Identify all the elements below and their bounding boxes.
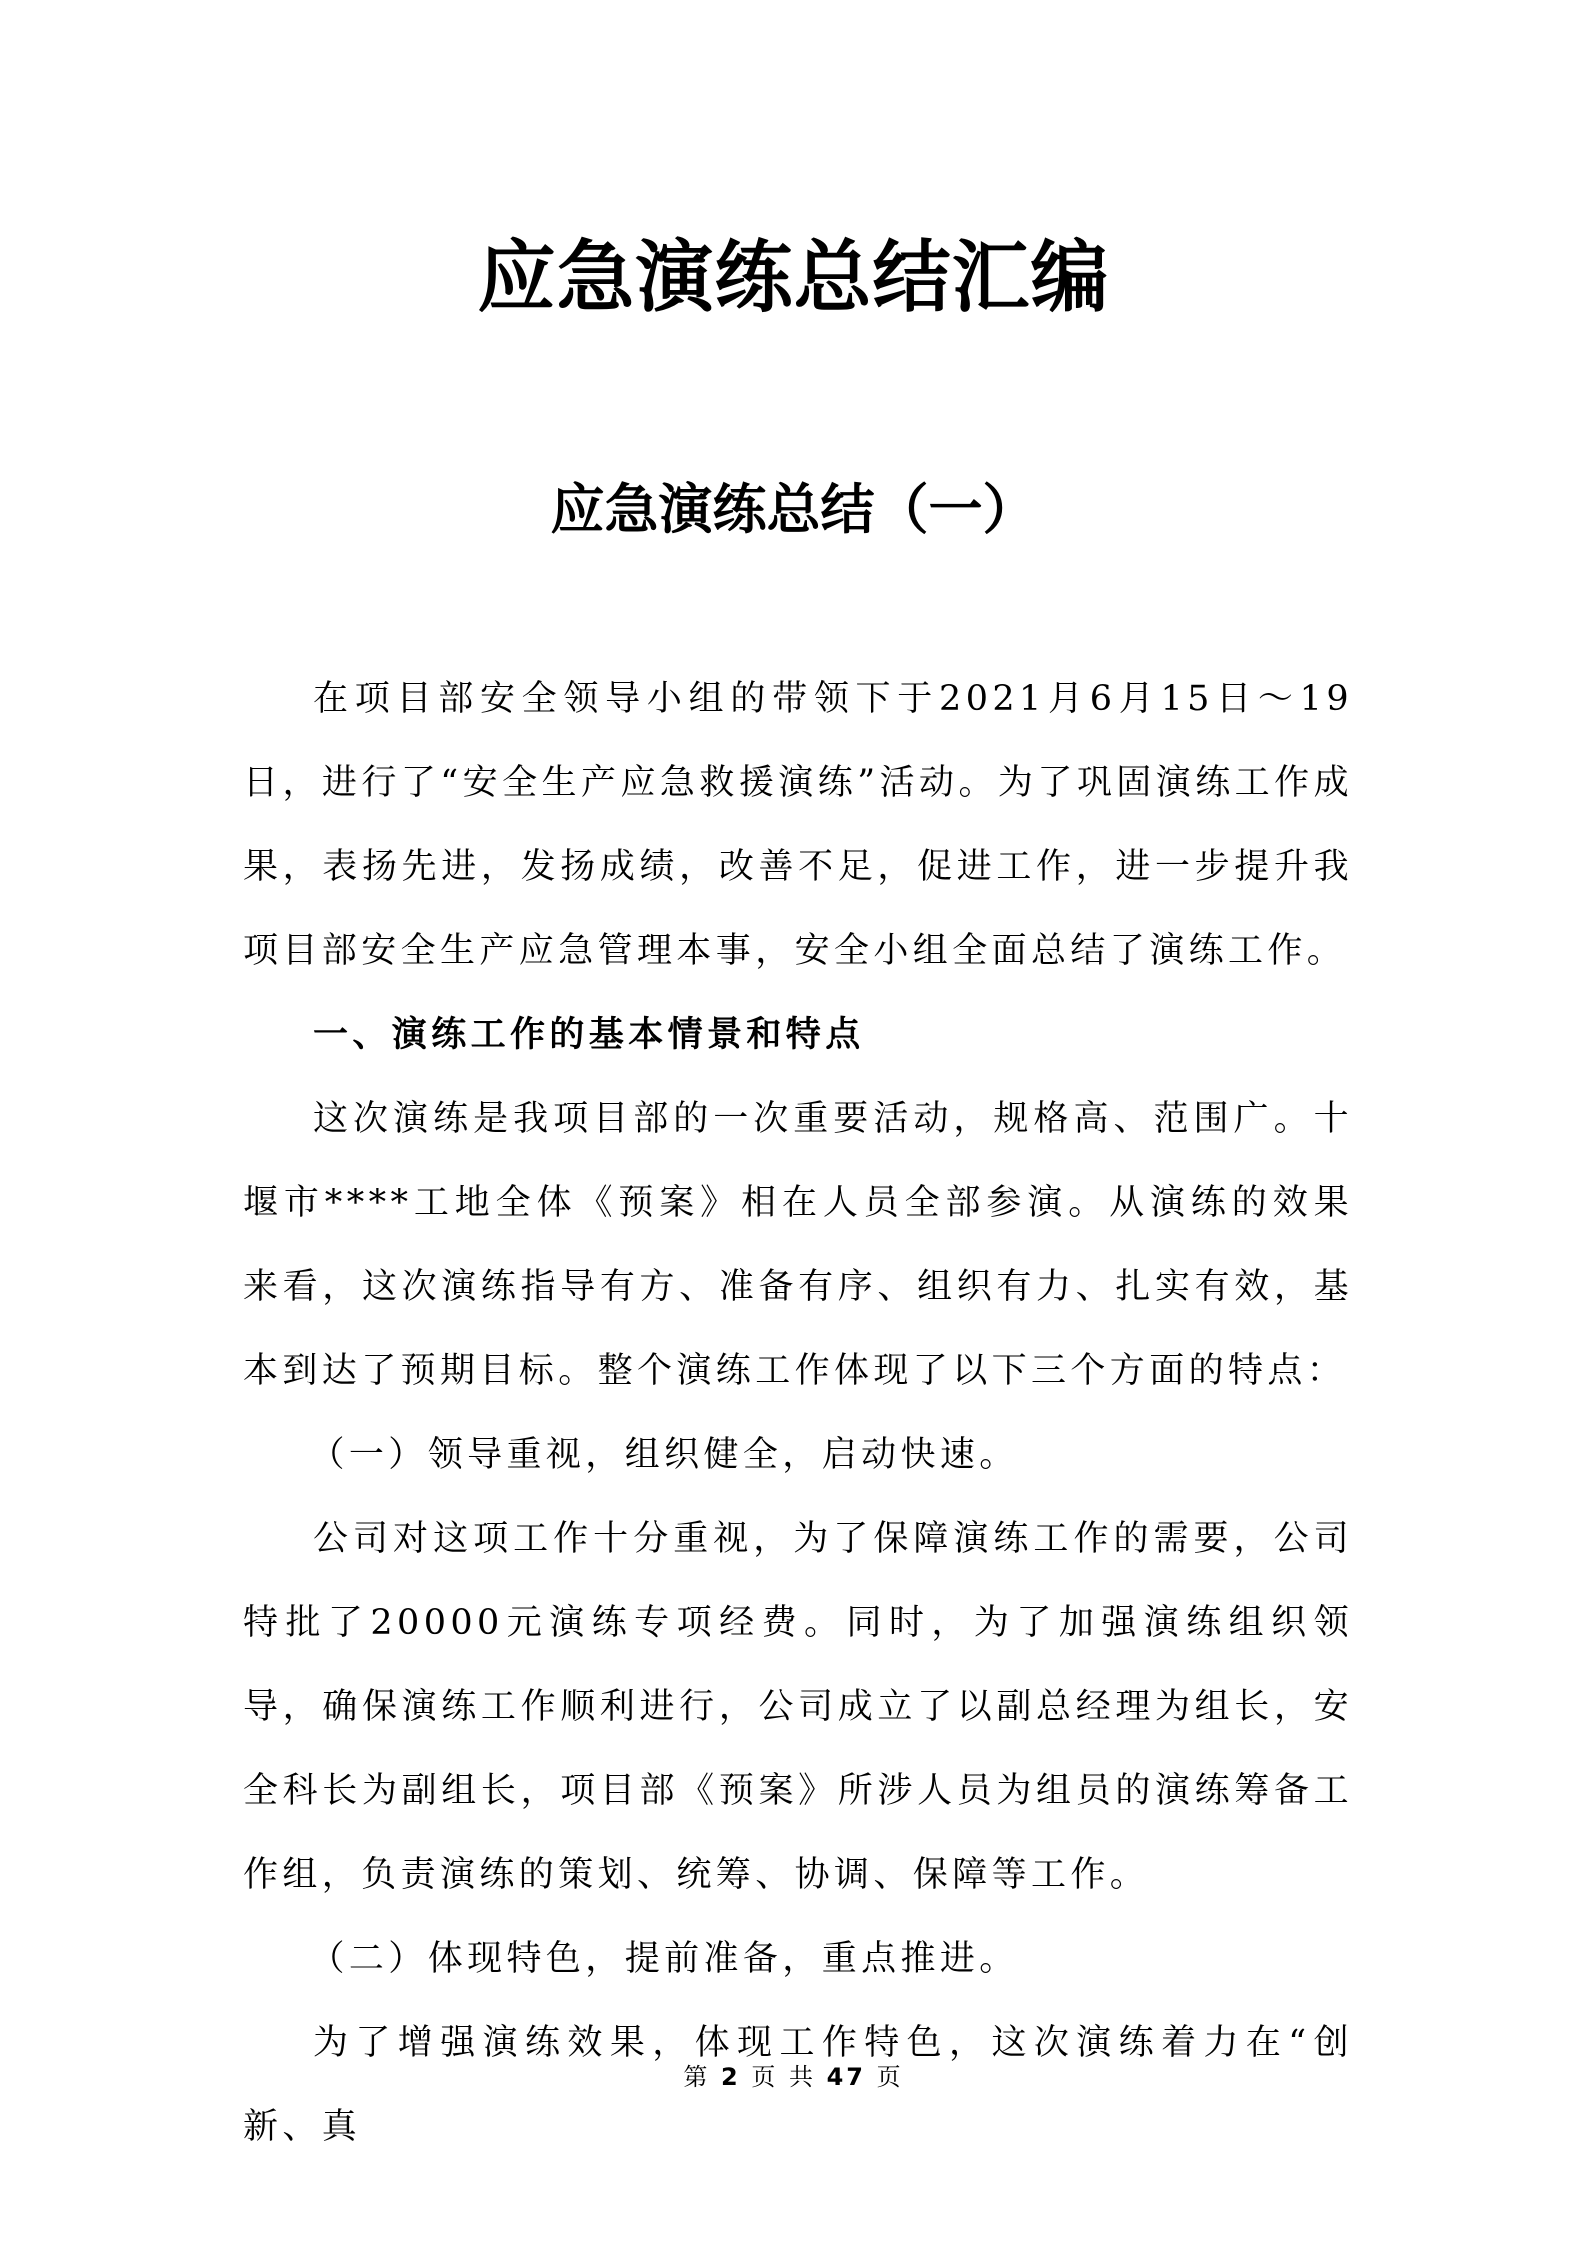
footer-suffix: 页 [876,2063,904,2091]
footer-prefix: 第 [683,2063,711,2091]
page-footer [0,2062,1587,2092]
document-title: 应急演练总结汇编 [477,233,1110,323]
heading-basic-situation: 一、演练工作的基本情景和特点 [313,1015,865,1055]
subheading-leadership: （一）领导重视，组织健全，启动快速。 [309,1435,1019,1475]
footer-total-pages: 47 [826,2063,867,2091]
paragraph-effect: 为了增强演练效果，体现工作特色，这次演练着力在“创新、真 [243,2023,1353,2147]
footer-middle: 页 共 [751,2063,816,2091]
document-body [243,657,1353,2169]
paragraph-intro: 在项目部安全领导小组的带领下于2021月6月15日～19日，进行了“安全生产应急救援演练”活动。为了巩固演练工作成果，表扬先进，发扬成绩，改善不足，促进工作，进一步提升我项目部安全生产应急管理本事，安全小组全面总结了演练工作。 [243,679,1353,971]
section-title: 应急演练总结（一） [550,478,1037,541]
paragraph-overview: 这次演练是我项目部的一次重要活动，规格高、范围广。十堰市****工地全体《预案》相在人员全部参演。从演练的效果来看，这次演练指导有方、准备有序、组织有力、扎实有效，基本到达了预期目标。整个演练工作体现了以下三个方面的特点： [243,1099,1353,1391]
footer-page-number: 2 [720,2063,741,2091]
paragraph-company: 公司对这项工作十分重视，为了保障演练工作的需要，公司特批了20000元演练专项经费。同时，为了加强演练组织领导，确保演练工作顺利进行，公司成立了以副总经理为组长，安全科长为副组长，项目部《预案》所涉人员为组员的演练筹备工作组，负责演练的策划、统筹、协调、保障等工作。 [243,1519,1353,1895]
subheading-features: （二）体现特色，提前准备，重点推进。 [309,1939,1019,1979]
